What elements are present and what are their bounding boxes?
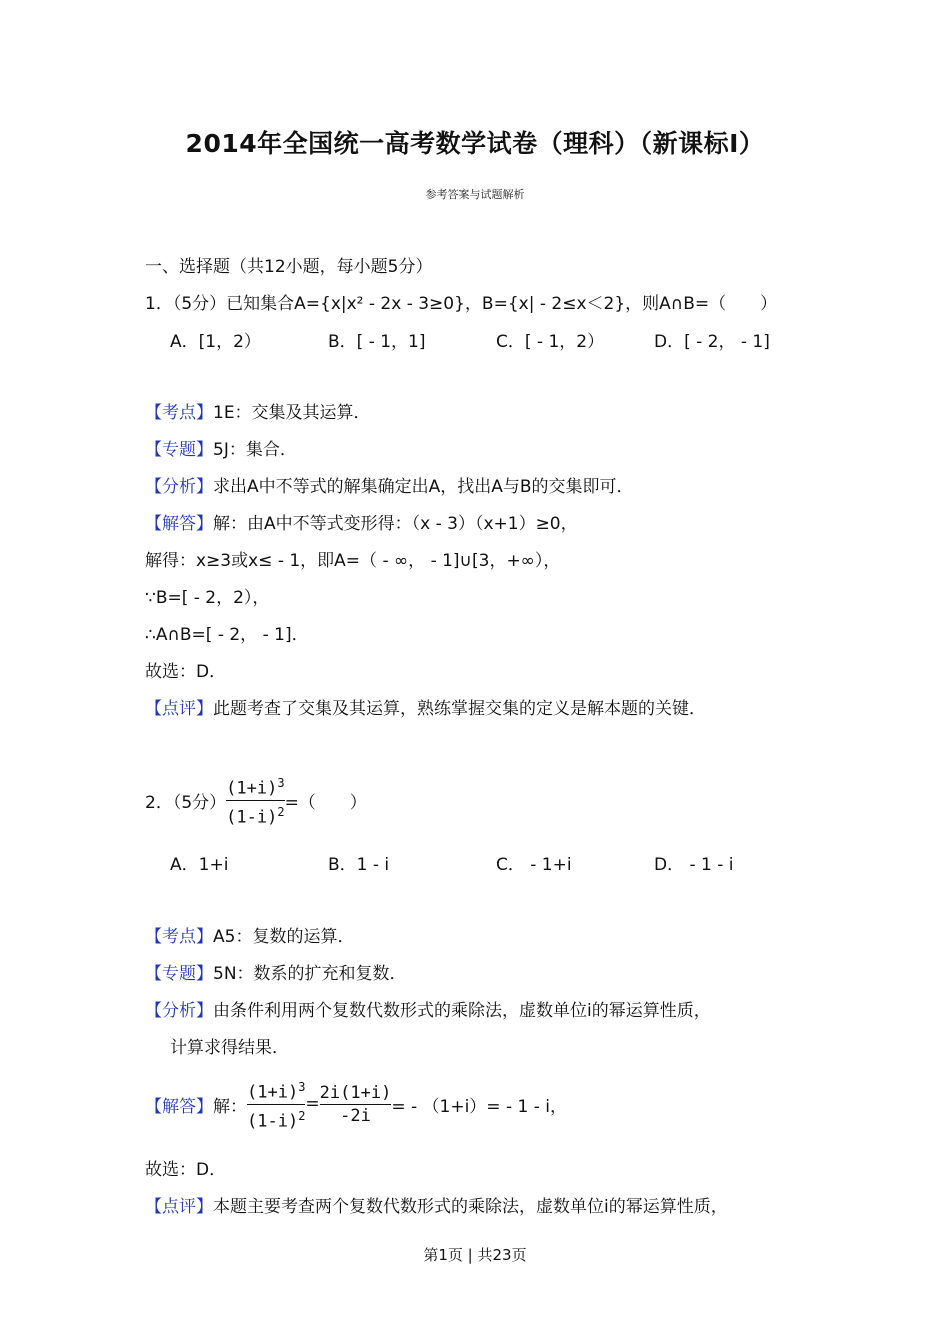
q2-suffix: =（ ） xyxy=(284,792,367,813)
q1-stem: 1．（5分）已知集合A={x|x² - 2x - 3≥0}，B={x| - 2≤x＜2}，则A∩B=（ ） xyxy=(145,294,778,314)
q1-option-a: A．[1，2） xyxy=(170,332,261,352)
fenxi-text: 由条件利用两个复数代数形式的乘除法，虚数单位i的幂运算性质， xyxy=(213,1001,711,1021)
page-title: 2014年全国统一高考数学试卷（理科）（新课标Ⅰ） xyxy=(185,129,765,158)
jieda-text: 解：由A中不等式变形得：（x - 3）（x+1）≥0， xyxy=(213,514,578,534)
q1-answer: 故选：D． xyxy=(145,662,227,682)
kaodian-text: A5：复数的运算． xyxy=(213,927,355,947)
kaodian-tag: 【考点】 xyxy=(145,403,213,423)
q2-answer-rest: = - （1+i）= - 1 - i， xyxy=(391,1096,567,1117)
q2-jieda-prefix: 解： xyxy=(213,1096,247,1117)
q2-stem xyxy=(145,772,367,828)
q2-frac-denominator: $(1-i)^2$ xyxy=(226,804,285,828)
q2-prefix: 2．（5分） xyxy=(145,792,227,813)
q2-fenxi xyxy=(145,996,711,1021)
jieda-tag: 【解答】 xyxy=(145,1096,213,1117)
zhuanti-text: 5J：集合． xyxy=(213,440,297,460)
section-heading: 一、选择题（共12小题，每小题5分） xyxy=(145,257,433,277)
q2-kaodian xyxy=(145,922,354,947)
q2-zhuanti xyxy=(145,959,407,984)
q2-answer: 故选：D． xyxy=(145,1160,227,1180)
q2-answer-fraction-1 xyxy=(247,1076,305,1132)
q2-answer-fraction-2 xyxy=(320,1082,392,1127)
q2-fenxi-continued: 计算求得结果． xyxy=(170,1038,289,1058)
kaodian-text: 1E：交集及其运算． xyxy=(213,403,371,423)
q2-answer-equals: = xyxy=(305,1094,320,1115)
q2-fraction xyxy=(226,772,284,828)
ans-frac2-denominator: -2i xyxy=(340,1105,371,1126)
q2-option-c: C． - 1+i xyxy=(496,855,572,875)
q2-option-d: D． - 1 - i xyxy=(654,855,734,875)
dianping-text: 此题考查了交集及其运算，熟练掌握交集的定义是解本题的关键． xyxy=(213,699,706,719)
q2-frac-numerator: $(1+i)^3$ xyxy=(226,776,285,799)
fenxi-text: 求出A中不等式的解集确定出A，找出A与B的交集即可． xyxy=(213,477,634,497)
q2-option-a: A．1+i xyxy=(170,855,229,875)
q2-option-b: B．1 - i xyxy=(328,855,390,875)
kaodian-tag: 【考点】 xyxy=(145,927,213,947)
q1-kaodian xyxy=(145,398,371,423)
zhuanti-tag: 【专题】 xyxy=(145,440,213,460)
q2-dianping xyxy=(145,1192,728,1217)
q1-option-d: D．[ - 2， - 1] xyxy=(654,332,770,352)
zhuanti-tag: 【专题】 xyxy=(145,964,213,984)
q2-jieda xyxy=(145,1076,567,1132)
ans-frac-denominator: $(1-i)^2$ xyxy=(247,1108,306,1132)
q1-option-c: C．[ - 1，2） xyxy=(496,332,605,352)
jieda-tag: 【解答】 xyxy=(145,514,213,534)
q1-option-b: B．[ - 1，1] xyxy=(328,332,426,352)
page-footer: 第1页 | 共23页 xyxy=(423,1246,527,1264)
fenxi-tag: 【分析】 xyxy=(145,1001,213,1021)
fenxi-tag: 【分析】 xyxy=(145,477,213,497)
q1-fenxi xyxy=(145,472,634,497)
dianping-tag: 【点评】 xyxy=(145,1197,213,1217)
zhuanti-text: 5N：数系的扩充和复数． xyxy=(213,964,407,984)
q1-solution-line-2: ∵B=[ - 2，2）， xyxy=(145,588,270,608)
q1-jieda xyxy=(145,509,578,534)
q1-zhuanti xyxy=(145,435,297,460)
q1-solution-line-3: ∴A∩B=[ - 2， - 1]． xyxy=(145,625,309,645)
q1-dianping xyxy=(145,694,706,719)
ans-frac-numerator: $(1+i)^3$ xyxy=(247,1080,306,1103)
ans-frac2-numerator: 2i(1+i) xyxy=(319,1082,392,1103)
page-subtitle: 参考答案与试题解析 xyxy=(425,188,525,201)
dianping-tag: 【点评】 xyxy=(145,699,213,719)
q1-solution-line-1: 解得：x≥3或x≤ - 1，即A=（ - ∞， - 1]∪[3，+∞）， xyxy=(145,551,561,571)
dianping-text: 本题主要考查两个复数代数形式的乘除法，虚数单位i的幂运算性质， xyxy=(213,1197,728,1217)
